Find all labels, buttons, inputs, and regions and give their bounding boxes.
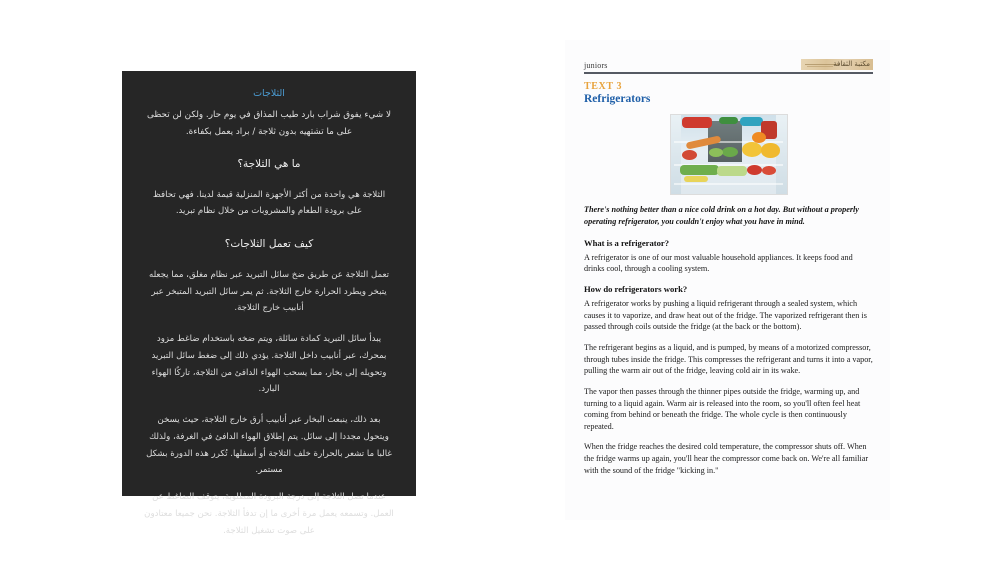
publisher-logo-icon — [801, 59, 873, 70]
body-paragraph: A refrigerator is one of our most valuable household appliances. It keeps food and drinks cool, through a cooling system. — [584, 252, 853, 274]
photo-detail — [674, 183, 783, 185]
article-photo-container — [584, 114, 873, 195]
photo-detail — [717, 166, 747, 175]
photo-detail — [762, 166, 776, 175]
section-heading-what-is-a-refrigerator: What is a refrigerator? — [584, 237, 670, 248]
arabic-paragraph-2: تعمل الثلاجة عن طريق ضخ سائل التبريد عبر نظام مغلق، مما يجعله يتبخر ويطرد الحرارة خارج الثلاجة. ثم يمر سائل التبريد المتبخر عبر أنابيب خارج الثلاجة. — [148, 269, 390, 314]
photo-detail — [682, 150, 697, 160]
arabic-paragraph-5: عندما تصل الثلاجة إلى درجة البرودة المطلوبة، يتوقف الضاغط عن العمل. وتسمعه يعمل مرة أخرى ما إن تدفأ الثلاجة. نحن جميعا معتادون على صوت تشغيل الثلاجة. — [144, 492, 394, 536]
photo-detail — [684, 176, 707, 182]
article-title: Refrigerators — [584, 93, 651, 105]
text-number-label: TEXT 3 — [584, 81, 623, 92]
arabic-paragraph-3: يبدأ سائل التبريد كمادة سائلة، ويتم ضخه باستخدام ضاغط مزود بمحرك، عبر أنابيب داخل الثلاجة. يؤدي ذلك إلى ضغط سائل التبريد وتحويله إلى بخار، مما يسحب الهواء الدافئ من الثلاجة، تاركًا الهواء البارد. — [151, 334, 387, 395]
logo-text: مكتبة الثقافة — [833, 60, 870, 68]
logo-stroke-decoration-2 — [807, 66, 833, 67]
arabic-intro-paragraph: لا شيء يفوق شراب بارد طيب المذاق في يوم حار. ولكن لن تحظى على ما تشتهيه بدون ثلاجة / براد يعمل بكفاءة. — [147, 110, 391, 137]
section-heading-how-do-refrigerators-work: How do refrigerators work? — [584, 284, 688, 295]
refrigerator-photo — [670, 114, 788, 195]
arabic-title: الثلاجات — [253, 88, 285, 99]
arabic-heading-what-is-refrigerator: ما هي الثلاجة؟ — [237, 157, 301, 170]
photo-detail — [761, 143, 780, 157]
photo-detail — [682, 117, 712, 127]
arabic-heading-how-do-refrigerators-work: كيف تعمل الثلاجات؟ — [224, 238, 314, 251]
arabic-paragraph-4: بعد ذلك، ينبعث البخار عبر أنابيب أرق خارج الثلاجة، حيث يسخن ويتحول مجددا إلى سائل. يتم إطلاق الهواء الدافئ في الغرفة، ولذلك غالبا ما تشعر بالحرارة خلف الثلاجة أو أسفلها. تُكرر هذه الدورة بشكل مستمر. — [146, 415, 392, 476]
photo-detail — [742, 142, 762, 157]
photo-detail — [722, 147, 738, 157]
body-paragraph: The refrigerant begins as a liquid, and is pumped, by means of a motorized compressor, through tubes inside the fridge. This compresses the refrigerant and turns it into a vapor, pulling the warm air out of the fridge, leaving cold air in its wake. — [584, 342, 873, 376]
body-paragraph: A refrigerator works by pushing a liquid refrigerant through a sealed system, which causes it to vaporize, and draw heat out of the fridge. The vaporized refrigerant then is passed through coils outside the fridge (at the back or the bottom). — [584, 299, 867, 332]
photo-detail — [719, 117, 738, 125]
arabic-translation-panel — [122, 71, 416, 536]
body-paragraph: When the fridge reaches the desired cold temperature, the compressor shuts off. When the fridge warms up again, you'll hear the compressor come back on. We're all familiar with the sound of the fridge "kicking in." — [584, 442, 869, 475]
english-source-page — [565, 40, 890, 520]
page-header — [584, 59, 873, 74]
photo-detail — [709, 148, 723, 157]
running-head-juniors: juniors — [584, 61, 608, 70]
arabic-paragraph-1: الثلاجة هي واحدة من أكثر الأجهزة المنزلية قيمة لدينا. فهي تحافظ على برودة الطعام والمشروبات من خلال نظام تبريد. — [152, 189, 386, 217]
body-paragraph: The vapor then passes through the thinner pipes outside the fridge, warming up, and turning to a liquid again. Warm air is released into the room, so you'll often feel heat coming from behind or beneath the fridge. The whole cycle is then continuously repeated. — [584, 386, 861, 431]
photo-detail — [747, 165, 762, 175]
photo-detail — [740, 117, 763, 126]
photo-detail — [680, 165, 719, 175]
article-intro-text: There's nothing better than a nice cold drink on a hot day. But without a properly operating refrigerator, you couldn't enjoy what you have in mind. — [584, 205, 859, 226]
